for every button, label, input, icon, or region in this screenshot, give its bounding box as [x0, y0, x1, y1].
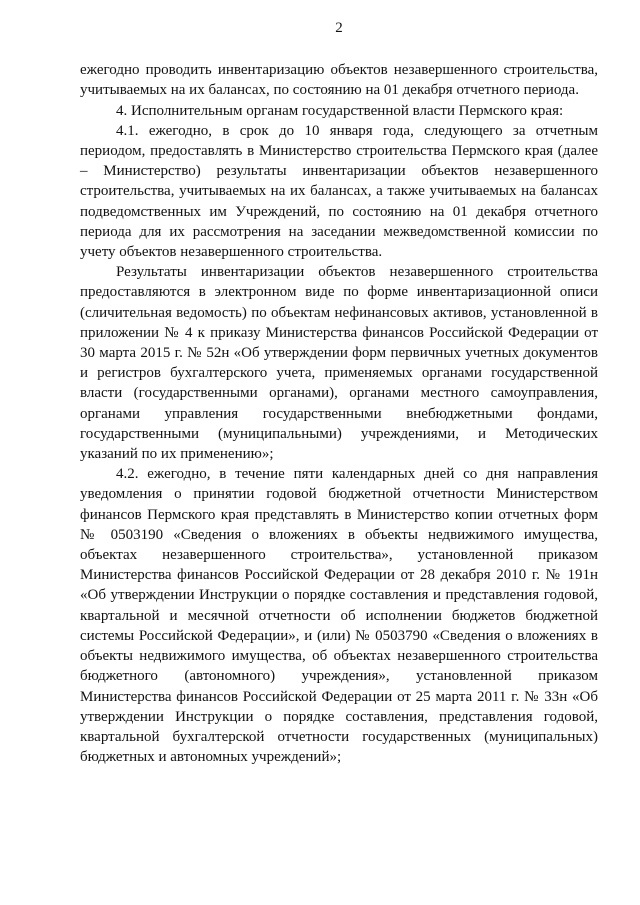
- paragraph-inventory-continuation: ежегодно проводить инвентаризацию объектов незавершенного строительства, учитываемых на их балансах, по состоянию на 01 декабря отчетного периода.: [80, 62, 598, 99]
- paragraph-inventory-results: Результаты инвентаризации объектов незавершенного строительства предоставляются в электронном виде по форме инвентаризационной описи (сличительная ведомость) по объектам нефинансовых активов, установленной в приложении № 4 к приказу Министерства финансов Российской Федерации от 30 марта 2015 г. № 52н «Об утверждении форм первичных учетных документов и регистров бухгалтерского учета, применяемых органами государственной власти (государственными органами), органами местного самоуправления, органами управления государственными внебюджетными фондами, государственными (муниципальными) учреждениями, и Методических указаний по их применению»;: [80, 264, 598, 463]
- paragraph-item-4-1: 4.1. ежегодно, в срок до 10 января года, следующего за отчетным периодом, предоставлять в Министерство строительства Пермского края (далее – Министерство) результаты инвентаризации объектов незавершенного строительства, учитываемых на их балансах, а также учитываемых на балансах подведомственных им Учреждений, по состоянию на 01 декабря отчетного периода для их рассмотрения на заседании межведомственной комиссии по учету объектов незавершенного строительства.: [80, 122, 598, 261]
- paragraph-item-4-heading: 4. Исполнительным органам государственной власти Пермского края:: [116, 102, 564, 119]
- page-number: 2: [335, 20, 343, 36]
- document-page: [80, 18, 598, 767]
- paragraph-item-4-2: 4.2. ежегодно, в течение пяти календарных дней со дня направления уведомления о принятии годовой бюджетной отчетности Министерством финансов Пермского края представлять в Министерство копии отчетных форм № 0503190 «Сведения о вложениях в объекты недвижимого имущества, объектах незавершенного строительства», установленной приказом Министерства финансов Российской Федерации от 28 декабря 2010 г. № 191н «Об утверждении Инструкции о порядке составления и представления годовой, квартальной и месячной отчетности об исполнении бюджетов бюджетной системы Российской Федерации», и (или) № 0503790 «Сведения о вложениях в объекты недвижимого имущества, об объектах незавершенного строительства бюджетного (автономного) учреждения», установленной приказом Министерства финансов Российской Федерации от 25 марта 2011 г. № 33н «Об утверждении Инструкции о порядке составления, представления годовой, квартальной бухгалтерской отчетности государственных (муниципальных) бюджетных и автономных учреждений»;: [80, 466, 598, 766]
